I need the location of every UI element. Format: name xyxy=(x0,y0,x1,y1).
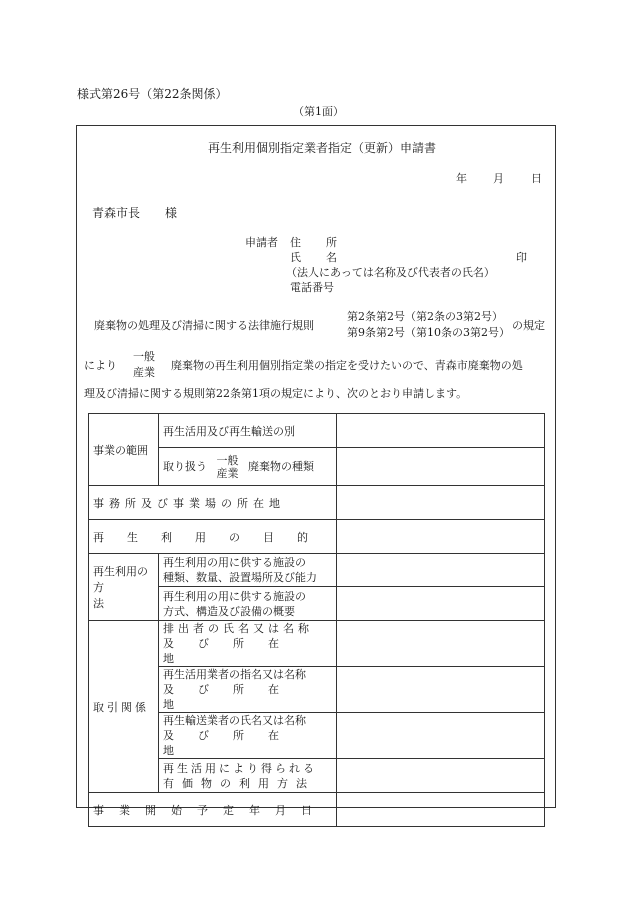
scope-row1-value[interactable] xyxy=(337,414,545,448)
method-row2-label xyxy=(159,587,337,621)
office-location-label: 事務所及び事業場の所在地 xyxy=(89,486,337,520)
relations-label: 取引関係 xyxy=(89,621,159,793)
relations-row3-line1: 再生輸送業者の氏名又は名称 xyxy=(163,714,306,727)
applicant-label: 申請者 xyxy=(245,236,278,249)
relations-row2-label xyxy=(159,667,337,713)
method-row1-label xyxy=(159,554,337,587)
method-row1-value[interactable] xyxy=(337,554,545,587)
scope-row2-type-industrial: 産業 xyxy=(216,466,239,480)
relations-row3-value[interactable] xyxy=(337,713,545,759)
corporate-note: （法人にあっては名称及び代表者の氏名） xyxy=(286,266,495,279)
body-article-1: 第2条第2号（第2条の3第2号） xyxy=(347,310,503,323)
date-month: 月 xyxy=(493,172,504,185)
relations-row4-line1: 再生活用により得られる xyxy=(163,761,317,775)
scope-row2-prefix: 取り扱う xyxy=(163,459,207,473)
address-label-b: 所 xyxy=(326,236,337,249)
method-label-line2: 方法 xyxy=(93,581,128,610)
body-line2-text: 廃棄物の再生利用個別指定業の指定を受けたいので、青森市廃棄物の処 xyxy=(171,359,523,372)
body-tail: の規定 xyxy=(512,319,545,332)
method-row1-line2: 種類、数量、設置場所及び能力 xyxy=(163,571,317,584)
date-year: 年 xyxy=(456,172,467,185)
name-label-b: 名 xyxy=(326,251,337,264)
method-row1-line1: 再生利用の用に供する施設の xyxy=(163,556,306,569)
name-label-a: 氏 xyxy=(290,251,301,264)
scope-row2-label xyxy=(159,448,337,486)
scope-row2-type-general: 一般 xyxy=(216,453,239,467)
relations-row3-label xyxy=(159,713,337,759)
form-number: 様式第26号（第22条関係） xyxy=(77,87,228,101)
addressee-honorific: 様 xyxy=(165,206,178,220)
application-table xyxy=(88,413,545,827)
form-title: 再生利用個別指定業者指定（更新）申請書 xyxy=(208,141,437,155)
start-date-value[interactable] xyxy=(337,793,545,827)
address-label-a: 住 xyxy=(290,236,301,249)
addressee-name: 青森市長 xyxy=(92,206,141,220)
relations-row4-line2: 有価物の利用方法 xyxy=(163,776,315,790)
method-row2-line1: 再生利用の用に供する施設の xyxy=(163,589,306,603)
purpose-label: 再生利用の目的 xyxy=(89,520,337,554)
start-date-label: 事業開始予定年月日 xyxy=(89,793,337,827)
body-article-2: 第9条第2号（第10条の3第2号） xyxy=(347,326,510,339)
body-type-general: 一般 xyxy=(133,350,155,363)
relations-row4-label xyxy=(159,759,337,793)
body-lead: 廃棄物の処理及び清掃に関する法律施行規則 xyxy=(94,319,314,332)
relations-row2-value[interactable] xyxy=(337,667,545,713)
method-row2-value[interactable] xyxy=(337,587,545,621)
phone-label: 電話番号 xyxy=(290,281,334,294)
body-type-industrial: 産業 xyxy=(133,366,155,379)
relations-row2-line2: 及び所在地 xyxy=(163,683,303,711)
relations-row4-value[interactable] xyxy=(337,759,545,793)
relations-row1-line1: 排出者の氏名又は名称 xyxy=(163,622,313,635)
body-line3-text: 理及び清掃に関する規則第22条第1項の規定により、次のとおり申請します。 xyxy=(84,387,468,400)
relations-row1-line2: 及び所在地 xyxy=(163,637,303,665)
relations-row1-value[interactable] xyxy=(337,621,545,667)
method-label xyxy=(89,554,159,621)
method-label-line1: 再生利用の xyxy=(93,565,148,578)
date-day: 日 xyxy=(531,172,542,185)
office-location-value[interactable] xyxy=(337,486,545,520)
scope-row2-suffix: 廃棄物の種類 xyxy=(248,459,314,473)
scope-label: 事業の範囲 xyxy=(89,414,159,486)
body-line2-start: により xyxy=(84,359,117,372)
relations-row3-line2: 及び所在地 xyxy=(163,729,303,757)
relations-row2-line1: 再生活用業者の指名又は名称 xyxy=(163,668,306,681)
seal-mark: 印 xyxy=(516,251,527,264)
scope-row1-label: 再生活用及び再生輸送の別 xyxy=(159,414,337,448)
scope-row2-value[interactable] xyxy=(337,448,545,486)
relations-row1-label xyxy=(159,621,337,667)
purpose-value[interactable] xyxy=(337,520,545,554)
method-row2-line2: 方式、構造及び設備の概要 xyxy=(163,604,295,618)
page-label: （第1面） xyxy=(293,105,344,118)
